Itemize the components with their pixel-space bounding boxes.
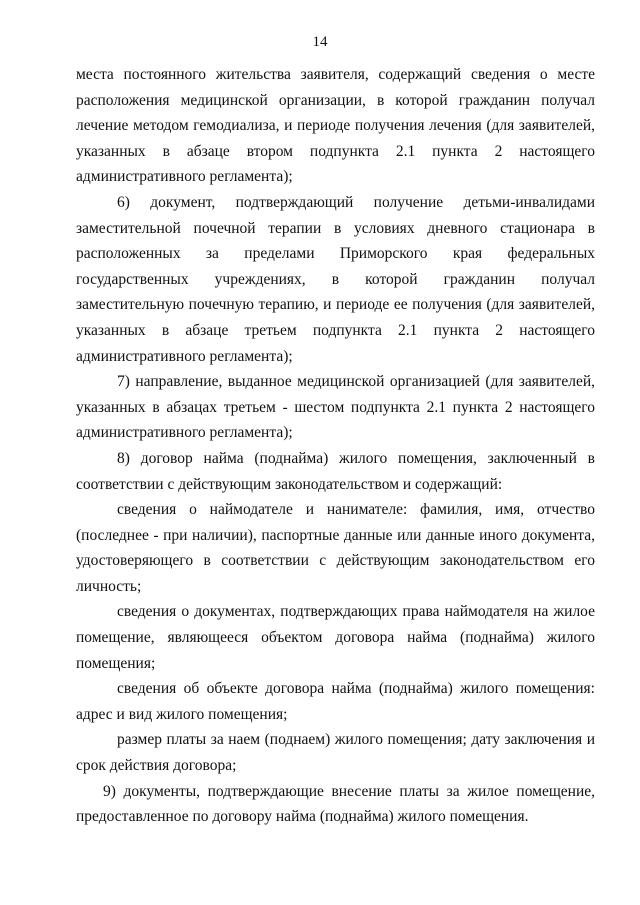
paragraph-item-9: 9) документы, подтверждающие внесение платы за жилое помещение, предоставленное по договору найма (поднайма) жилого помещения. — [76, 782, 595, 826]
paragraph-continuation: места постоянного жительства заявителя, содержащий сведения о месте расположения медицинской организации, в которой гражданин получал лечение методом гемодиализа, и периоде получения лечения (для заявителей, указанных в абзаце втором подпункта 2.1 пункта 2 настоящего административного регламента); — [76, 66, 595, 186]
paragraph-landlord-info: сведения о наймодателе и нанимателе: фамилия, имя, отчество (последнее - при наличии), паспортные данные или данные иного документа, удостоверяющего в соответствии с действующим законодательством его личность; — [76, 501, 595, 595]
document-body — [76, 62, 595, 830]
paragraph-item-6: 6) документ, подтверждающий получение детьми-инвалидами заместительной почечной терапии в условиях дневного стационара в расположенных за пределами Приморского края федеральных государственных учреждениях, в которой гражданин получал заместительную почечную терапию, и периоде ее получения (для заявителей, указанных в абзаце третьем подпункта 2.1 пункта 2 настоящего административного регламента); — [76, 193, 595, 365]
page-number: 14 — [312, 34, 328, 50]
paragraph-payment-terms: размер платы за наем (поднаем) жилого помещения; дату заключения и срок действия договора; — [76, 731, 595, 775]
paragraph-item-8: 8) договор найма (поднайма) жилого помещения, заключенный в соответствии с действующим законодательством и содержащий: — [76, 449, 595, 493]
paragraph-item-7: 7) направление, выданное медицинской организацией (для заявителей, указанных в абзацах третьем - шестом подпункта 2.1 пункта 2 настоящего административного регламента); — [76, 373, 595, 442]
paragraph-object-info: сведения об объекте договора найма (поднайма) жилого помещения: адрес и вид жилого помещения; — [76, 680, 595, 723]
paragraph-ownership-documents: сведения о документах, подтверждающих права наймодателя на жилое помещение, являющееся объектом договора найма (поднайма) жилого помещения; — [76, 603, 595, 672]
